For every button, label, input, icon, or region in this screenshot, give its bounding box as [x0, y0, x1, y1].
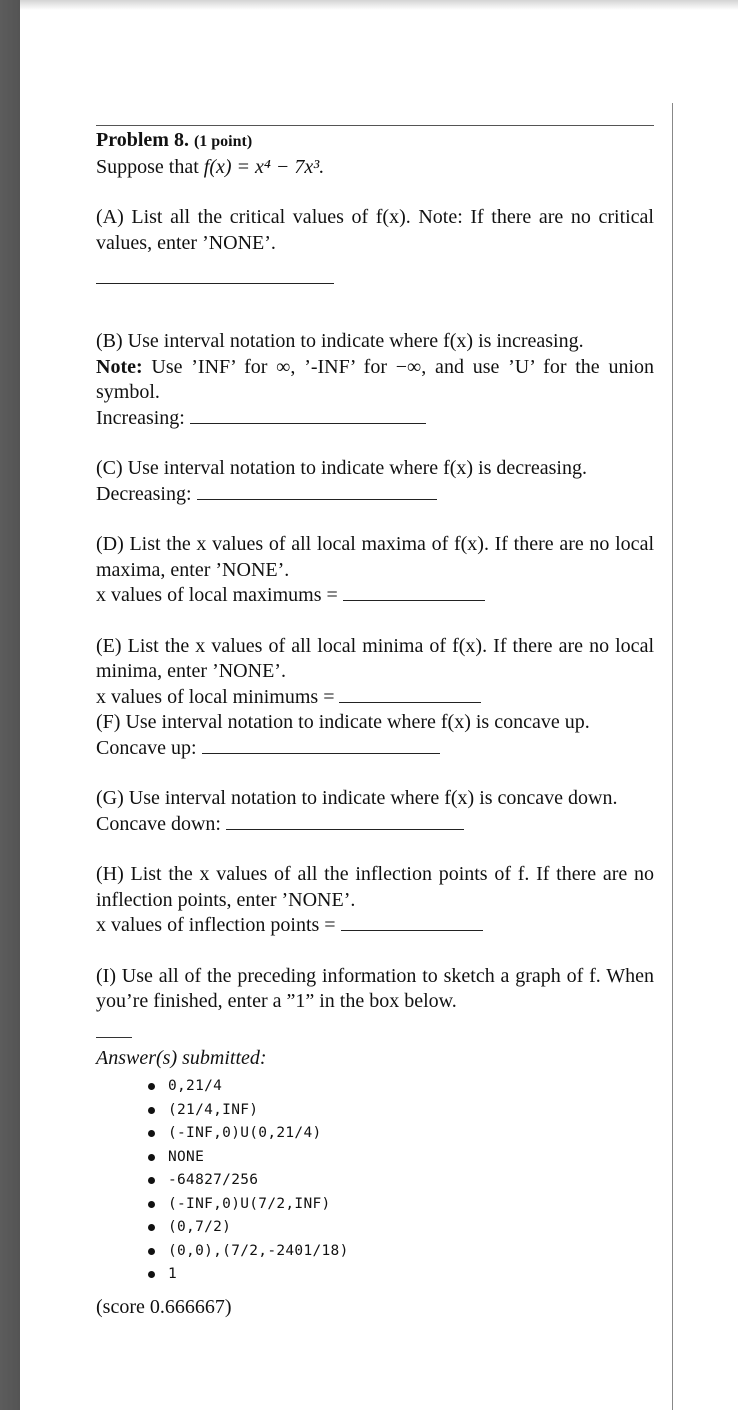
local-min-label: x values of local minimums = — [96, 685, 335, 708]
list-item — [148, 1075, 654, 1099]
problem-points: (1 point) — [193, 133, 253, 150]
part-e-field — [96, 685, 654, 711]
part-b-note — [96, 355, 654, 406]
bullet-icon — [148, 1201, 155, 1208]
part-d-text: (D) List the x values of all local maxima of f(x). If there are no local maxima, enter ’NONE’. — [96, 533, 654, 581]
problem-statement — [96, 155, 654, 181]
bullet-icon — [148, 1177, 155, 1184]
local-min-answer-blank — [339, 685, 481, 703]
list-item — [148, 1240, 654, 1264]
inflection-label: x values of inflection points = — [96, 914, 336, 936]
function-expression: f(x) = x⁴ − 7x³. — [203, 155, 325, 178]
list-item — [148, 1122, 654, 1146]
note-label: Note: — [96, 355, 143, 378]
bullet-icon — [148, 1107, 155, 1114]
list-item — [148, 1216, 654, 1240]
problem-content — [96, 126, 654, 1320]
concave-down-label: Concave down: — [96, 812, 221, 835]
part-d-field — [96, 583, 654, 609]
part-e-text: (E) List the x values of all local minima of f(x). If there are no local minima, enter ’NONE’. — [96, 634, 654, 682]
part-f-field — [96, 736, 654, 762]
part-c-text: (C) Use interval notation to indicate where f(x) is decreasing. — [96, 457, 587, 479]
answer-text: (-INF,0)U(7/2,INF) — [168, 1195, 331, 1212]
top-shadow — [0, 0, 738, 10]
part-c-field — [96, 482, 654, 508]
page-right-border — [672, 103, 673, 1410]
list-item — [148, 1263, 654, 1287]
list-item — [148, 1099, 654, 1123]
answer-text: (21/4,INF) — [168, 1101, 259, 1118]
answers-label: Answer(s) submitted: — [96, 1046, 267, 1069]
list-item — [148, 1193, 654, 1217]
part-i-text: (I) Use all of the preceding information to sketch a graph of f. When you’re finished, enter a ”1” in the box below. — [96, 964, 654, 1012]
score-text: (score 0.666667) — [96, 1295, 232, 1318]
part-h-text: (H) List the x values of all the inflection points of f. If there are no inflection points, enter ’NONE’. — [96, 863, 654, 911]
answer-text: (0,0),(7/2,-2401/18) — [168, 1242, 349, 1259]
answer-text: (-INF,0)U(0,21/4) — [168, 1125, 322, 1141]
list-item — [148, 1169, 654, 1193]
decreasing-label: Decreasing: — [96, 482, 192, 505]
problem-heading — [96, 128, 654, 155]
answer-text: (0,7/2) — [168, 1219, 232, 1235]
concave-up-label: Concave up: — [96, 736, 197, 759]
answer-text: 0,21/4 — [168, 1078, 223, 1094]
increasing-label: Increasing: — [96, 406, 185, 429]
part-h-field — [96, 913, 654, 939]
increasing-answer-blank — [190, 406, 426, 424]
part-f-text: (F) Use interval notation to indicate where f(x) is concave up. — [96, 711, 590, 733]
viewer-left-edge — [0, 0, 20, 1410]
bullet-icon — [148, 1224, 155, 1231]
concave-down-answer-blank — [226, 812, 464, 830]
concave-up-answer-blank — [202, 736, 440, 754]
bullet-icon — [148, 1248, 155, 1255]
bullet-icon — [148, 1130, 155, 1137]
submitted-answers-list — [96, 1075, 654, 1287]
part-g-field — [96, 812, 654, 838]
answer-text: NONE — [168, 1148, 205, 1165]
decreasing-answer-blank — [197, 482, 437, 500]
statement-prefix: Suppose that — [96, 155, 204, 178]
part-b-text: (B) Use interval notation to indicate where f(x) is increasing. — [96, 330, 584, 352]
answer-text: 1 — [168, 1266, 178, 1282]
bullet-icon — [148, 1083, 155, 1090]
bullet-icon — [148, 1271, 155, 1278]
part-a-answer-blank — [96, 283, 334, 284]
local-max-label: x values of local maximums = — [96, 584, 338, 606]
answers-separator — [96, 1037, 132, 1038]
part-b-field — [96, 406, 654, 432]
answer-text: -64827/256 — [168, 1172, 259, 1188]
local-max-answer-blank — [343, 583, 485, 601]
part-a-text: (A) List all the critical values of f(x). Note: If there are no critical values, enter ’NONE’. — [96, 206, 654, 254]
list-item — [148, 1146, 654, 1170]
inflection-answer-blank — [341, 913, 483, 931]
part-g-text: (G) Use interval notation to indicate where f(x) is concave down. — [96, 787, 618, 809]
note-text: Use ’INF’ for ∞, ’-INF’ for −∞, and use ’U’ for the union symbol. — [96, 355, 654, 403]
bullet-icon — [148, 1154, 155, 1161]
problem-title: Problem 8. — [96, 129, 189, 151]
